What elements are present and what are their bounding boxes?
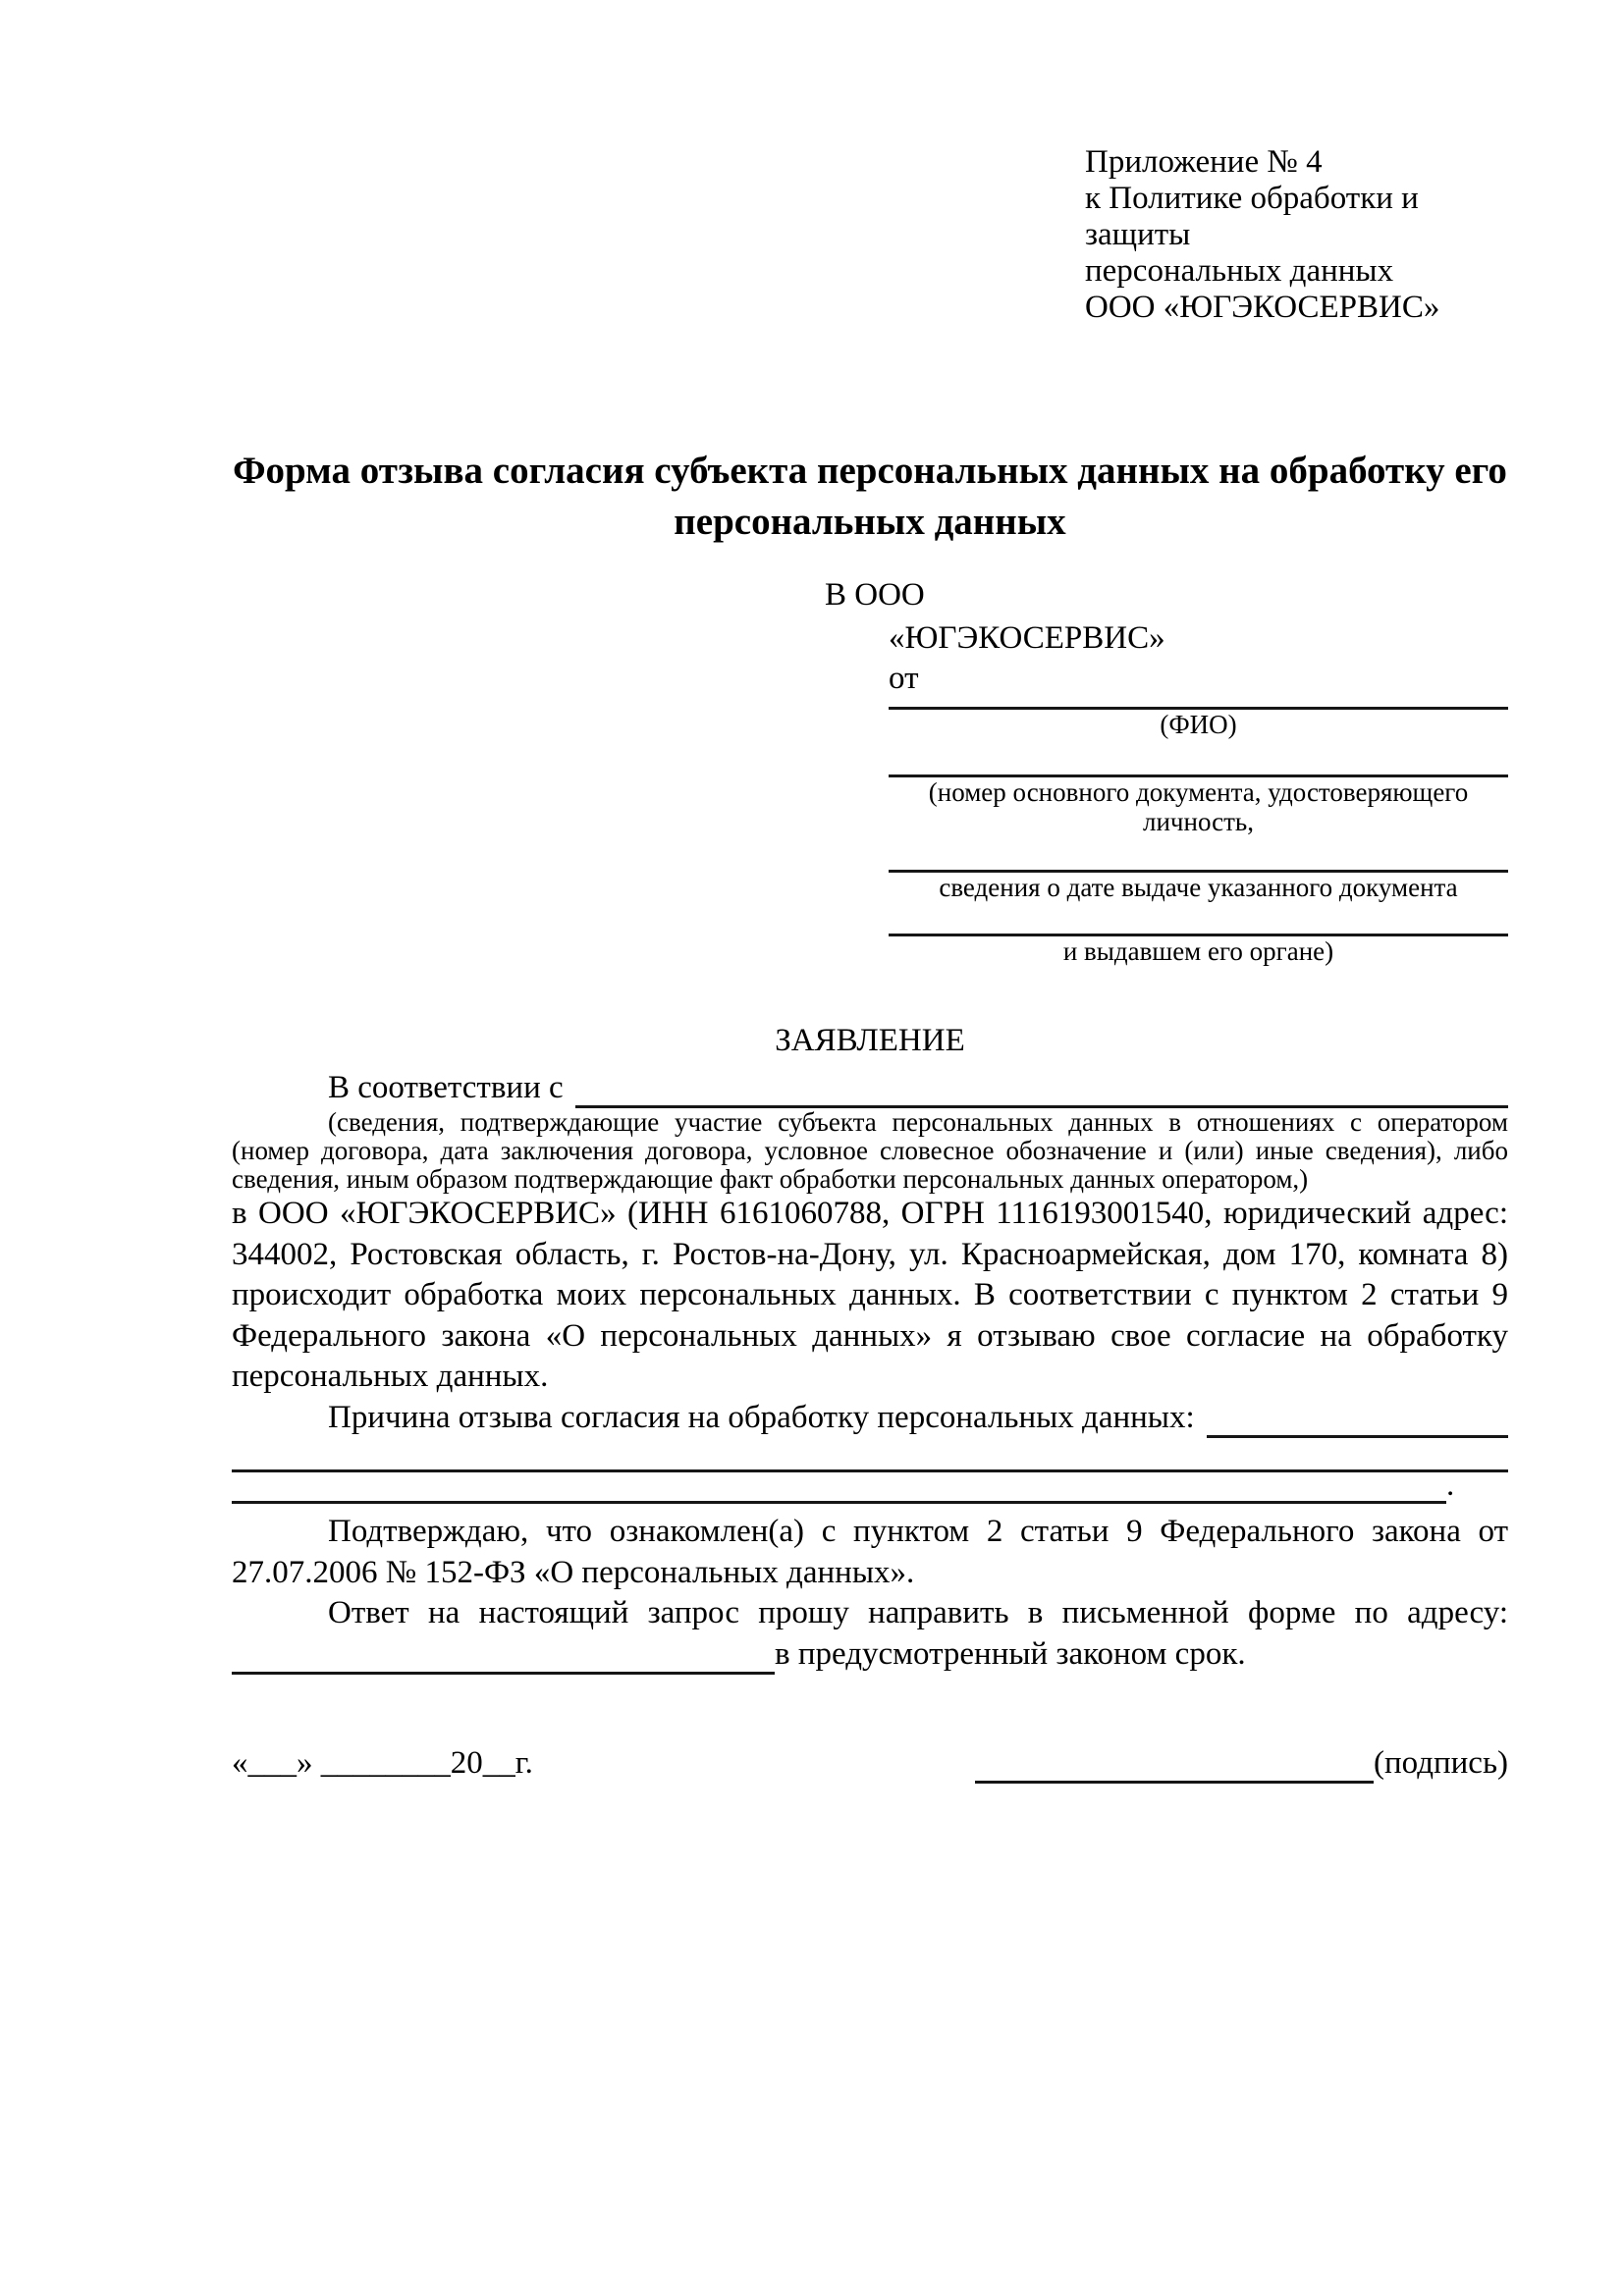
intro-lead-text: В соответствии с bbox=[328, 1070, 564, 1105]
document-number-field-caption: (номер основного документа, удостоверяющего личность, bbox=[928, 777, 1469, 836]
fio-field-line bbox=[889, 697, 1508, 710]
confirmation-paragraph: Подтверждаю, что ознакомлен(а) с пунктом 2 статьи 9 Федерального закона от 27.07.2006 № 152-ФЗ «О персональных данных». bbox=[232, 1514, 1508, 1590]
addressee-block bbox=[232, 573, 1508, 966]
reason-blank-line-2 bbox=[232, 1452, 1508, 1472]
statement-heading: ЗАЯВЛЕНИЕ bbox=[775, 1023, 965, 1058]
reason-blank-line-3-rule bbox=[232, 1473, 1446, 1504]
appendix-line: ООО «ЮГЭКОСЕРВИС» bbox=[1085, 290, 1440, 325]
address-blank-line bbox=[232, 1638, 775, 1675]
appendix-line: к Политике обработки и защиты bbox=[1085, 181, 1419, 252]
reason-blank-line-3 bbox=[232, 1468, 1508, 1504]
blank-line-period: . bbox=[1446, 1468, 1455, 1503]
intro-line bbox=[232, 1068, 1508, 1108]
reason-blank-line bbox=[1207, 1402, 1508, 1438]
body-paragraph: в ООО «ЮГЭКОСЕРВИС» (ИНН 6161060788, ОГРН 1116193001540, юридический адрес: 344002, Ростовская область, г. Ростов-на-Дону, ул. Красноармейская, дом 170, комната 8) происходит обработка моих персональных данных. В соответствии с пунктом 2 статьи 9 Федерального закона «О персональных данных» я отзываю свое согласие на обработку персональных данных. bbox=[232, 1196, 1508, 1394]
intro-blank-line bbox=[575, 1072, 1508, 1108]
fio-field-caption: (ФИО) bbox=[1160, 710, 1237, 739]
reason-line bbox=[232, 1398, 1508, 1439]
reason-lead-text: Причина отзыва согласия на обработку персональных данных: bbox=[328, 1399, 1195, 1435]
issuing-authority-field-line bbox=[889, 902, 1508, 936]
page-title: Форма отзыва согласия субъекта персональных данных на обработку его персональных данных bbox=[233, 450, 1507, 543]
signature-caption: (подпись) bbox=[1374, 1744, 1508, 1781]
reply-paragraph: Ответ на настоящий запрос прошу направить в письменной форме по адресу: bbox=[328, 1595, 1508, 1630]
signature-field bbox=[975, 1743, 1508, 1784]
appendix-line: Приложение № 4 bbox=[1085, 144, 1323, 180]
issue-date-field-caption: сведения о дате выдаче указанного документа bbox=[939, 873, 1458, 902]
addressee-company: «ЮГЭКОСЕРВИС» bbox=[889, 620, 1165, 656]
reply-address-line bbox=[232, 1634, 1508, 1675]
document-content bbox=[232, 144, 1508, 1784]
signature-blank-line bbox=[975, 1751, 1374, 1784]
date-field: «___» ________20__г. bbox=[232, 1744, 533, 1781]
reply-tail-text: в предусмотренный законом срок. bbox=[775, 1635, 1246, 1672]
date-signature-row bbox=[232, 1743, 1508, 1784]
issuing-authority-field-caption: и выдавшем его органе) bbox=[1062, 936, 1334, 966]
appendix-block bbox=[1085, 144, 1508, 326]
addressee-from: от bbox=[889, 661, 919, 696]
fine-print-note: (сведения, подтверждающие участие субъекта персональных данных в отношениях с оператором (номер договора, дата заключения договора, условное словесное обозначение и (или) иные сведения), либо сведения, иным образом подтверждающие факт обработки персональных данных оператором,) bbox=[232, 1107, 1508, 1194]
issue-date-field-line bbox=[889, 836, 1508, 873]
addressee-to: В ООО bbox=[825, 577, 925, 613]
document-number-field-line bbox=[889, 739, 1508, 777]
appendix-line: персональных данных bbox=[1085, 253, 1394, 289]
